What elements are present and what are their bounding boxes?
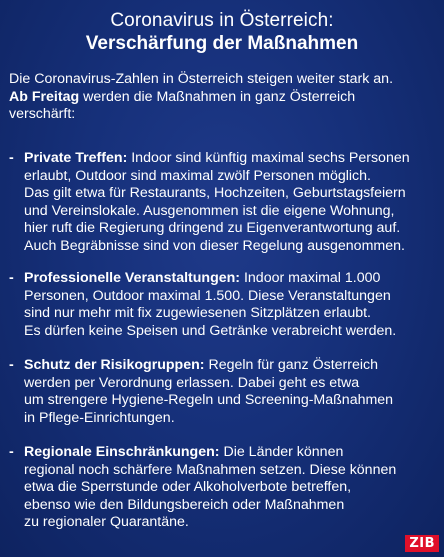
zib-logo: ZIB <box>405 535 439 552</box>
intro-line-1: Die Coronavirus-Zahlen in Österreich steigen weiter stark an. <box>9 71 394 87</box>
item-heading: Private Treffen: <box>24 150 128 166</box>
title-line-2: Verschärfung der Maßnahmen <box>85 33 359 54</box>
item-line: regional noch schärfere Maßnahmen setzen. Diese können <box>24 461 397 478</box>
intro-line-3: verschärft: <box>9 106 76 122</box>
intro-paragraph <box>9 71 437 124</box>
intro-line-2-rest: werden die Maßnahmen in ganz Österreich <box>79 88 356 105</box>
title-line-1: Coronavirus in Österreich: <box>110 10 334 31</box>
list-item-regionale-einschraenkungen <box>9 444 439 532</box>
list-item-professionelle-veranstaltungen <box>9 270 439 340</box>
item-first-line <box>24 357 439 375</box>
list-item-schutz-risikogruppen <box>9 357 439 427</box>
item-line: um strengere Hygiene-Regeln und Screening-Maßnahmen <box>24 392 394 408</box>
item-line: hier ruft die Regierung dringend zu Eigenverantwortung auf. <box>24 220 401 236</box>
bullet-dash: - <box>9 357 14 373</box>
item-line: Das gilt etwa für Restaurants, Hochzeiten, Geburtstagsfeiern <box>24 185 406 201</box>
item-line: ebenso wie den Bildungsbereich oder Maßnahmen <box>24 496 345 513</box>
item-first-rest: Regeln für ganz Österreich <box>204 357 379 373</box>
item-first-rest: Die Länder können <box>219 444 344 460</box>
item-first-line <box>24 270 439 288</box>
item-heading: Regionale Einschränkungen: <box>24 444 220 460</box>
item-first-line <box>24 150 439 168</box>
item-first-rest: Indoor maximal 1.000 <box>240 270 381 286</box>
item-line: zu regionaler Quarantäne. <box>24 514 189 530</box>
item-heading: Professionelle Veranstaltungen: <box>24 270 241 286</box>
item-heading: Schutz der Risikogruppen: <box>24 357 205 373</box>
item-line: sind nur mehr mit fix zugewiesenen Sitzplätzen erlaubt. <box>24 305 371 321</box>
intro-bold: Ab Freitag <box>9 88 80 105</box>
list-item-private-treffen <box>9 150 439 255</box>
item-first-rest: Indoor sind künftig maximal sechs Personen <box>127 150 410 166</box>
item-line: Personen, Outdoor maximal 1.500. Diese Veranstaltungen <box>24 287 391 304</box>
bullet-dash: - <box>9 444 14 460</box>
item-line: in Pflege-Einrichtungen. <box>24 409 175 426</box>
item-line: Auch Begräbnisse sind von dieser Regelung ausgenommen. <box>24 237 405 254</box>
item-line: werden per Verordnung erlassen. Dabei geht es etwa <box>24 374 360 391</box>
item-first-line <box>24 444 439 462</box>
intro-line-2 <box>9 89 437 107</box>
item-line: etwa die Sperrstunde oder Alkoholverbote betreffen, <box>24 479 352 495</box>
item-line: Es dürfen keine Speisen und Getränke verabreicht werden. <box>24 322 397 339</box>
bullet-dash: - <box>9 150 14 166</box>
bullet-dash: - <box>9 270 14 286</box>
item-line: und Vereinslokale. Ausgenommen ist die eigene Wohnung, <box>24 202 395 219</box>
header <box>0 0 444 55</box>
item-line: erlaubt, Outdoor sind maximal zwölf Personen möglich. <box>24 167 371 184</box>
